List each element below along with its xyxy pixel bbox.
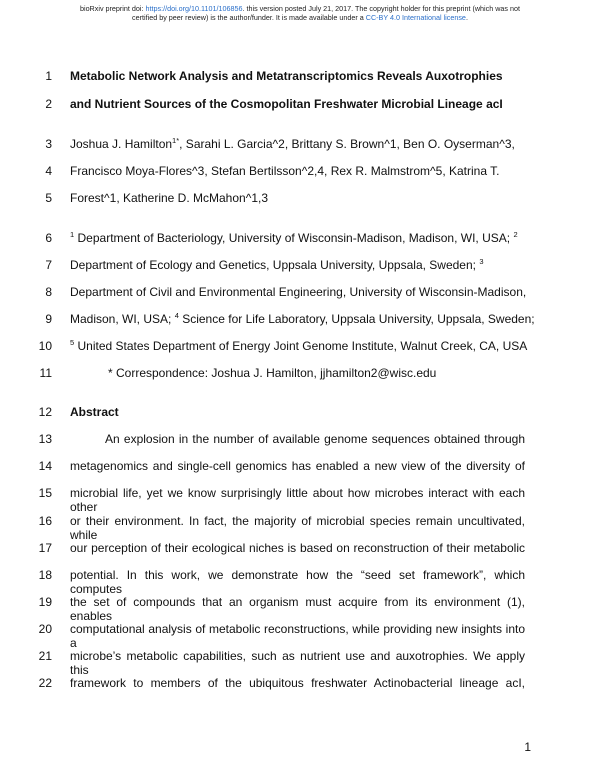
line-number: 4 — [45, 164, 52, 178]
affiliation-line: $^1$ Department of Bacteriology, University of Wisconsin-Madison, Madison, WI, USA; $^2$ — [70, 230, 518, 245]
line-number: 8 — [45, 285, 52, 299]
affiliation-line: Department of Civil and Environmental Engineering, University of Wisconsin-Madison, — [70, 285, 527, 299]
line-number: 1 — [45, 69, 52, 83]
line-number: 9 — [45, 312, 52, 326]
paper-title-line-1: Metabolic Network Analysis and Metatranscriptomics Reveals Auxotrophies — [70, 69, 503, 83]
abstract-line: framework to members of the ubiquitous freshwater Actinobacterial lineage acI, — [70, 676, 525, 690]
abstract-line: metagenomics and single-cell genomics has enabled a new view of the diversity of — [70, 459, 525, 473]
abstract-line: potential. In this work, we demonstrate how the “seed set framework”, which computes — [70, 568, 525, 596]
paper-title-line-2: and Nutrient Sources of the Cosmopolitan Freshwater Microbial Lineage acI — [70, 97, 503, 111]
abstract-line: An explosion in the number of available genome sequences obtained through — [105, 432, 525, 446]
affiliation-line: $^5$ United States Department of Energy Joint Genome Institute, Walnut Creek, CA, USA — [70, 338, 528, 353]
preprint-header — [0, 5, 600, 22]
line-number: 20 — [38, 622, 52, 636]
affiliation-line: Department of Ecology and Genetics, Uppsala University, Uppsala, Sweden; $^3$ — [70, 257, 484, 272]
line-number: 21 — [38, 649, 52, 663]
abstract-line: computational analysis of metabolic reconstructions, while providing new insights into a — [70, 622, 525, 650]
line-number: 3 — [45, 137, 52, 151]
correspondence: * Correspondence: Joshua J. Hamilton, jjhamilton2@wisc.edu — [108, 366, 437, 380]
line-number: 12 — [38, 405, 52, 419]
line-number: 7 — [45, 258, 52, 272]
abstract-heading: Abstract — [70, 405, 119, 419]
line-number: 18 — [38, 568, 52, 582]
abstract-line: our perception of their ecological niches is based on reconstruction of their metabolic — [70, 541, 525, 555]
abstract-line: the set of compounds that an organism must acquire from its environment (1), enables — [70, 595, 525, 623]
line-number: 5 — [45, 191, 52, 205]
abstract-line: microbial life, yet we know surprisingly little about how microbes interact with each other — [70, 486, 525, 514]
line-number: 13 — [38, 432, 52, 446]
line-number: 6 — [45, 231, 52, 245]
line-number: 17 — [38, 541, 52, 555]
abstract-line: microbe’s metabolic capabilities, such as nutrient use and auxotrophies. We apply this — [70, 649, 525, 677]
line-number: 22 — [38, 676, 52, 690]
header-line-1: bioRxiv preprint doi: https://doi.org/10.1101/106856. this version posted July 21, 2017. The copyright holder for this preprint (which was not — [79, 4, 521, 13]
license-link[interactable]: CC-BY 4.0 International license — [365, 12, 466, 22]
line-number: 2 — [45, 97, 52, 111]
abstract-line: or their environment. In fact, the majority of microbial species remain uncultivated, while — [70, 514, 525, 542]
line-number: 14 — [38, 459, 52, 473]
line-number: 11 — [39, 366, 52, 380]
header-line-2: certified by peer review) is the author/funder. It is made available under a CC-BY 4.0 International license. — [132, 12, 468, 22]
author-list-line-3: Forest^1, Katherine D. McMahon^1,3 — [70, 191, 269, 205]
author-list-line-2: Francisco Moya-Flores^3, Stefan Bertilsson^2,4, Rex R. Malmstrom^5, Katrina T. — [70, 164, 500, 178]
affiliation-line: Madison, WI, USA; $^4$ Science for Life Laboratory, Uppsala University, Uppsala, Sweden; — [70, 311, 535, 326]
page-number: 1 — [524, 740, 531, 754]
author-list-line-1: Joshua J. Hamilton$^{1*}$, Sarahi L. Garcia^2, Brittany S. Brown^1, Ben O. Oyserman^3, — [70, 136, 515, 151]
line-number: 10 — [38, 339, 52, 353]
line-number: 15 — [38, 486, 52, 500]
line-number: 19 — [38, 595, 52, 609]
doi-link[interactable]: https://doi.org/10.1101/106856 — [145, 4, 243, 13]
line-number: 16 — [38, 514, 52, 528]
